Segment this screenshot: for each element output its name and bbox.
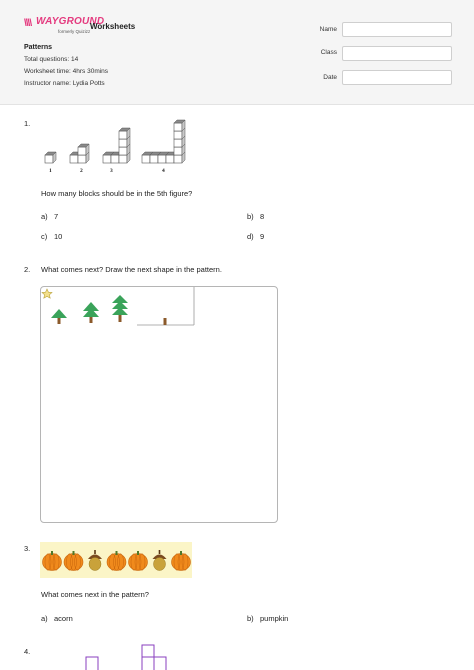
name-label: Name [319, 26, 337, 33]
answer-option[interactable] [41, 232, 62, 241]
worksheet-header [0, 0, 474, 105]
answer-option[interactable] [247, 212, 264, 221]
block-cube [78, 144, 89, 155]
drawing-area[interactable] [40, 286, 278, 523]
class-field[interactable] [342, 46, 452, 61]
answer-option[interactable] [247, 614, 288, 623]
tree-trunk-icon [164, 318, 167, 325]
tree-icon [83, 302, 99, 323]
option-text: pumpkin [260, 614, 289, 623]
option-letter: b) [247, 614, 254, 623]
question-2-number: 2. [24, 265, 31, 274]
block-cube [119, 128, 130, 139]
question-2-text: What comes next? Draw the next shape in the pattern. [41, 265, 222, 274]
outline-block [142, 657, 154, 670]
outline-block [142, 645, 154, 657]
date-field[interactable] [342, 70, 452, 85]
question-3-number: 3. [24, 544, 31, 553]
option-letter: a) [41, 212, 48, 221]
option-text: 8 [260, 212, 265, 221]
logo-wordmark: WAYGROUND [36, 16, 105, 27]
figure-label: 2 [80, 168, 83, 174]
answer-option[interactable] [247, 232, 264, 241]
date-label: Date [323, 74, 337, 81]
block-cube [174, 120, 185, 131]
header-title: Worksheets [90, 22, 136, 31]
question-4-number: 4. [24, 647, 31, 656]
name-field[interactable] [342, 22, 452, 37]
class-label: Class [320, 49, 337, 56]
option-text: 10 [54, 232, 63, 241]
worksheet-time: Worksheet time: 4hrs 30mins [24, 68, 109, 75]
option-text: 9 [260, 232, 265, 241]
figure-label: 3 [110, 168, 113, 174]
pumpkin-icon [129, 551, 148, 571]
option-text: 7 [54, 212, 59, 221]
option-text: acorn [54, 614, 73, 623]
worksheet-topic: Patterns [24, 44, 53, 51]
acorn-icon [88, 550, 102, 571]
pumpkin-icon [172, 551, 191, 571]
question-1-number: 1. [24, 119, 31, 128]
tree-pattern-figure [41, 287, 277, 522]
logo-mark-icon: \\\\ [24, 18, 32, 29]
option-letter: a) [41, 614, 48, 623]
block-pattern-figure [40, 116, 195, 176]
option-letter: b) [247, 212, 254, 221]
question-3-text: What comes next in the pattern? [41, 590, 149, 599]
outline-block [154, 657, 166, 670]
figure-label: 4 [162, 168, 165, 174]
outline-block [86, 657, 98, 670]
question-4-figure [84, 643, 174, 670]
pumpkin-icon [43, 551, 62, 571]
tree-icon [51, 309, 67, 324]
pattern-icons-svg [40, 542, 192, 578]
answer-option[interactable] [41, 614, 73, 623]
pumpkin-icon [107, 551, 126, 571]
instructor-name: Instructor name: Lydia Potts [24, 80, 105, 87]
logo-subtext: formerly Quizizz [58, 29, 91, 34]
acorn-icon [153, 550, 167, 571]
question-1-text: How many blocks should be in the 5th figure? [41, 189, 193, 198]
block-cube [45, 152, 56, 163]
answer-option[interactable] [41, 212, 58, 221]
total-questions: Total questions: 14 [24, 56, 79, 63]
pumpkin-icon [64, 551, 83, 571]
star-icon [42, 289, 52, 298]
pumpkin-acorn-pattern [40, 542, 192, 578]
option-letter: d) [247, 232, 254, 241]
tree-icon [112, 295, 128, 322]
figure-label: 1 [49, 168, 52, 174]
option-letter: c) [41, 232, 48, 241]
